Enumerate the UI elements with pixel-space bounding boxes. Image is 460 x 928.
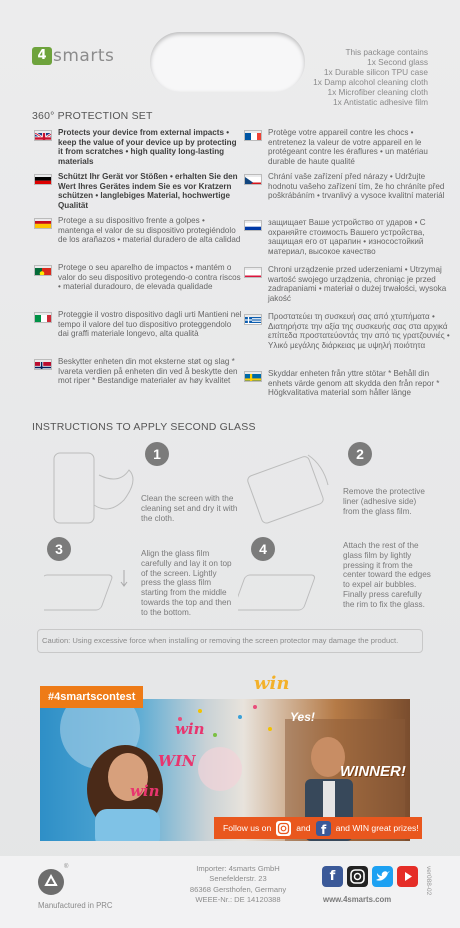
lang-text-no: Beskytter enheten din mot eksterne støt og slag * Ivareta verdien på enheten din ved å beskytte den mot riper * Bestandige materialer av høy kvalitet [58,357,238,386]
flag-norway-icon [34,359,52,370]
lang-block-se [244,369,452,398]
flag-spain-icon [34,218,52,229]
lang-text-se: Skyddar enheten från yttre stötar * Behåll din enhets värde genom att skydda den från repor * Högkvalitativa material som håller länge [268,369,440,398]
lang-block-fr [244,128,452,167]
contents-line: 1x Damp alcohol cleaning cloth [313,77,428,87]
hang-hole [150,32,305,92]
contest-hashtag[interactable]: #4smartscontest [40,686,143,708]
lang-text-pl: Chroni urządzenie przed uderzeniami • Utrzymaj wartość swojego urządzenia, chroniąc je przed zadrapaniami • materiał o dużej trwałości, wysoka jakość [268,265,447,304]
lang-block-ru [244,218,452,257]
importer-line: WEEE-Nr.: DE 14120388 [195,894,281,904]
flag-poland-icon [244,267,262,278]
lang-block-it [34,310,242,339]
contents-line: 1x Durable silicon TPU case [323,67,428,77]
youtube-icon[interactable] [397,866,418,887]
promo-yes: Yes! [290,710,315,724]
package-contents [313,47,428,107]
instagram-icon[interactable] [276,821,291,836]
contents-line: 1x Antistatic adhesive film [333,97,428,107]
svg-text:f: f [320,822,326,836]
importer-line: Senefelderstr. 23 [209,874,267,884]
flag-czech-icon [244,174,262,185]
promo-win-3: win [130,782,160,800]
win-prizes-label: and WIN great prizes! [335,823,419,833]
lang-block-no [34,357,242,386]
instagram-icon[interactable] [347,866,368,887]
logo-badge: 4 [32,47,52,65]
step-number: 2 [348,442,372,466]
lang-text-de: Schützt Ihr Gerät vor Stößen • erhalten Sie den Wert Ihres Gerätes indem Sie es vor Kratzern schützen • langlebiges Material, hochwertige Qualität [58,172,238,211]
step-number: 1 [145,442,169,466]
flag-germany-icon [34,174,52,185]
twitter-icon[interactable] [372,866,393,887]
lang-text-gr: Προστατεύει τη συσκευή σας από χτυπήματα • Διατηρήστε την αξία της συσκευής σας στα αρχικά επίπεδα προστατεύοντάς την από τις γρατζουνιές • Υλικό μεγάλης διάρκειας με υψηλή ποιότητα [268,312,450,351]
promo-win-top [252,670,296,699]
step-text: Clean the screen with the cleaning set and dry it with the cloth. [141,494,238,523]
flag-uk-icon [34,130,52,141]
promo-winner: WINNER! [340,763,406,780]
lang-text-fr: Protège votre appareil contre les chocs • entretenez la valeur de votre appareil en le protégeant contre les éraflures • un matériau durable de haute qualité [268,128,428,167]
version-code: ver088-02 [425,866,432,896]
contents-line: 1x Microfiber cleaning cloth [327,87,428,97]
brand-logo [32,46,114,66]
set-title: 360° PROTECTION SET [32,110,153,122]
importer-info [183,864,293,905]
follow-and-label: and [296,823,311,833]
contents-line: 1x Second glass [367,57,428,67]
flag-russia-icon [244,220,262,231]
importer-line: Importer: 4smarts GmbH [196,864,280,873]
lang-text-ru: защищает Ваше устройство от ударов • С охраняйте стоимость Вашего устройства, защищая его от царапин • износостойкий материал, высокое качество [268,218,426,257]
flag-france-icon [244,130,262,141]
lang-block-pt [34,263,242,292]
flag-greece-icon [244,314,262,325]
promo-win-2: WIN [158,752,196,770]
flag-italy-icon [34,312,52,323]
facebook-icon[interactable]: f [322,866,343,887]
caution-notice: Caution: Using excessive force when installing or removing the screen protector may damage the product. [37,629,423,653]
lang-block-pl [244,265,452,304]
instructions-title: INSTRUCTIONS TO APPLY SECOND GLASS [32,421,256,433]
recycle-icon [38,869,64,895]
lang-text-es: Protege a su dispositivo frente a golpes • mantenga el valor de su dispositivo protegiéndolo de los arañazos • material duradero de alta calidad [58,216,241,245]
facebook-icon[interactable] [316,821,331,836]
sketch-remove-liner-icon [238,445,338,525]
registered-mark-icon: ® [64,864,69,870]
step-text: Remove the protective liner (adhesive side) from the glass film. [343,487,425,516]
lang-block-en [34,128,242,167]
step-number: 3 [47,537,71,561]
lang-block-gr [244,312,452,351]
lang-block-cz [244,172,452,201]
step-number: 4 [251,537,275,561]
follow-us-bar [214,817,422,839]
promo-win-1: win [175,720,205,738]
manufactured-text: Manufactured in PRC [38,901,113,910]
importer-line: 86368 Gersthofen, Germany [189,884,287,894]
lang-text-pt: Protege o seu aparelho de impactos • mantém o valor do seu dispositivo protegendo-o contra riscos • material duradouro, de elevada qualidade [58,263,241,292]
lang-block-de [34,172,242,211]
lang-block-es [34,216,242,245]
lang-text-en: Protects your device from external impacts • keep the value of your device up by protecting it from scratches • high quality long-lasting materials [58,128,237,167]
contents-line: This package contains [345,47,428,57]
flag-portugal-icon [34,265,52,276]
step-text: Align the glass film carefully and lay it on top of the screen. Lightly press the glass film starting from the middle towards the top and then to the bottom. [141,549,232,617]
website-link[interactable]: www.4smarts.com [323,895,392,904]
sketch-press-icon [238,555,338,625]
sketch-clean-icon [44,445,144,525]
step-text: Attach the rest of the glass film by lightly pressing it from the center toward the edges to expel air bubbles. Finally press carefully the rim to fix the glass. [343,541,431,609]
flag-sweden-icon [244,371,262,382]
svg-text:win: win [254,673,290,694]
lang-text-cz: Chrání vaše zařízení před nárazy • Udržujte hodnotu vašeho zařízení tím, že ho chráníte před poškrábáním • trvanlivý a vysoce kvalitní materiál [268,172,445,201]
social-icons [322,866,418,887]
logo-text: smarts [53,46,115,66]
follow-us-label: Follow us on [223,823,272,833]
lang-text-it: Proteggie il vostro dispositivo dagli urti Mantieni nel tempo il valore del tuo dispositivo proteggendolo dai graffi materiale longevo, alta qualità [58,310,242,339]
